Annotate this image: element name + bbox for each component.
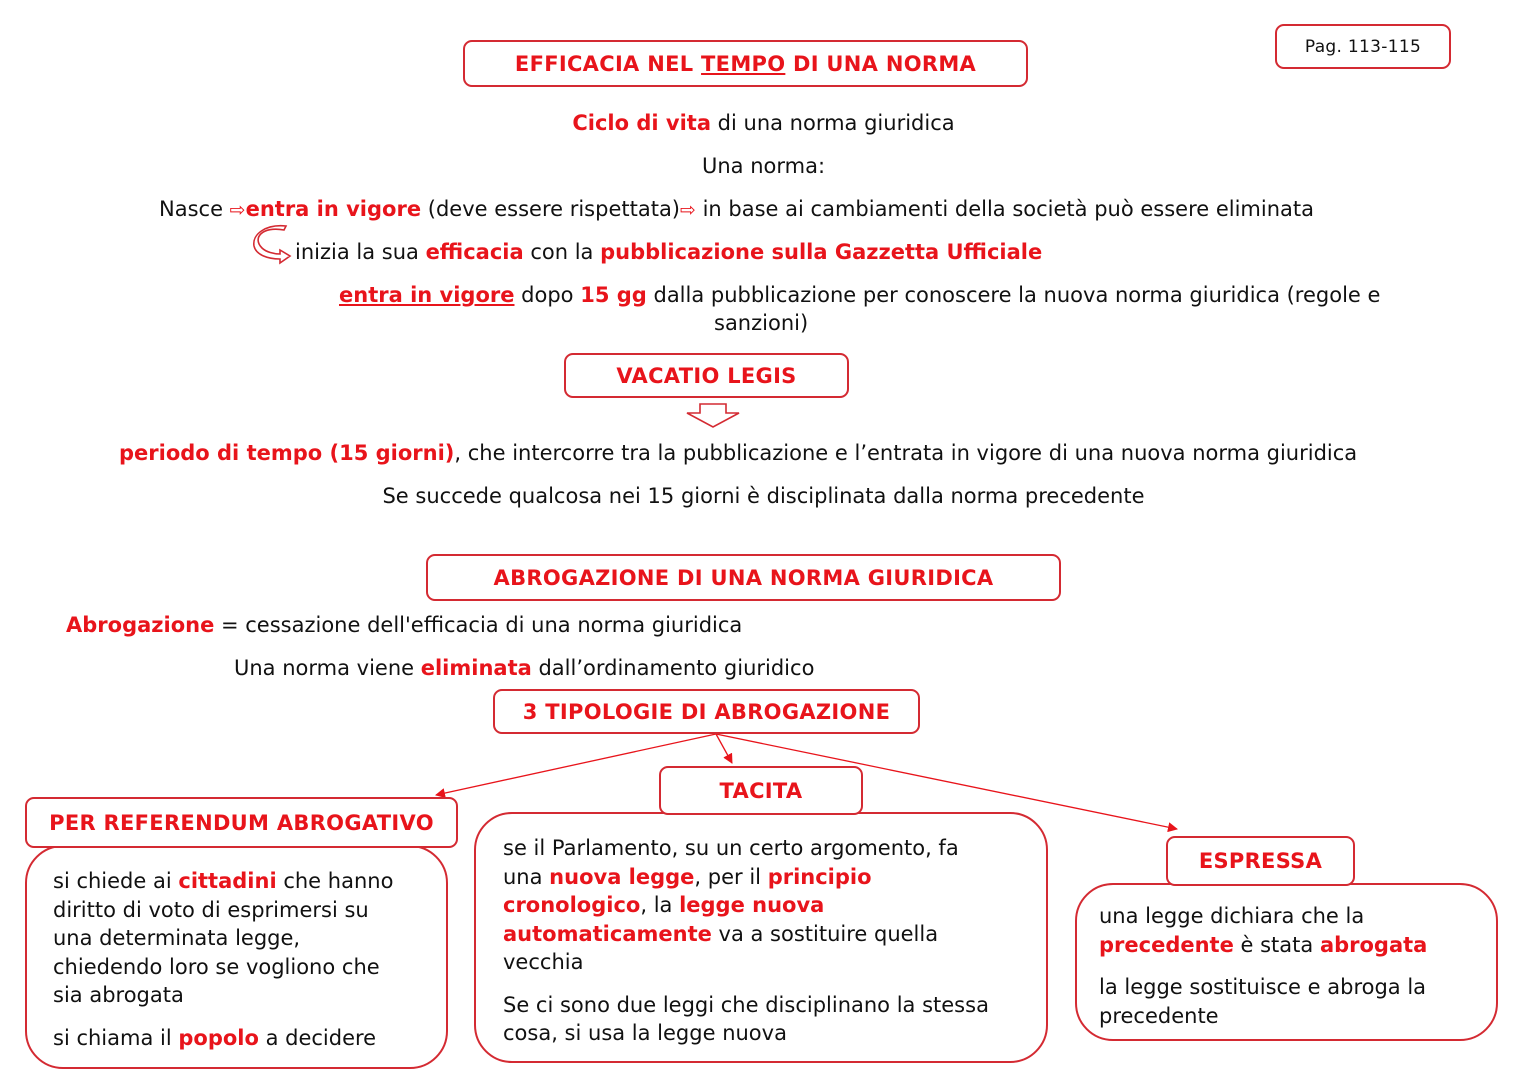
elim-pre: Una norma viene [234,656,421,680]
title-post: DI UNA NORMA [785,51,977,76]
tipologie-title: 3 TIPOLOGIE DI ABROGAZIONE [522,699,891,724]
espressa-title: ESPRESSA [1198,849,1323,873]
espressa-title-box [1166,836,1355,886]
abrogazione-bold: Abrogazione [66,613,215,637]
ref-p2-pre: si chiama il [53,1025,179,1050]
tacita-l1: se il Parlamento, su un certo argomento, fa [503,836,959,860]
elim-post: dall’ordinamento giuridico [531,656,815,680]
eliminata-line [234,655,814,681]
ref-l4: chiedendo loro se vogliono che [53,954,380,979]
tacita-l2-mid: , per il [694,864,768,889]
referendum-paragraph-2 [53,1024,446,1053]
abrogazione-title: ABROGAZIONE DI UNA NORMA GIURIDICA [493,565,994,590]
tacita-title-box [659,766,863,815]
abrogazione-definition [66,612,742,638]
entra-in-vigore-underlined: entra in vigore [339,283,515,307]
espressa-p2-l1: la legge sostituisce e abroga la [1099,975,1427,999]
precedente-bold: precedente [1099,932,1234,957]
tacita-paragraph-1 [503,834,1046,977]
vigore-rest: dalla pubblicazione per conoscere la nuova norma giuridica (regole e [646,283,1381,307]
tacita-l5: vecchia [503,950,584,974]
section-title-efficacia [463,40,1028,87]
tacita-l4-post: va a sostituire quella [711,921,939,946]
referendum-title: PER REFERENDUM ABROGATIVO [49,810,434,835]
abrogata-bold: abrogata [1319,932,1428,957]
eliminata-bold: eliminata [420,656,532,680]
right-arrow-icon: ⇨ [680,199,696,221]
espressa-l2-mid: è stata [1233,932,1320,957]
referendum-paragraph-1 [53,867,446,1010]
ref-l5: sia abrogata [53,983,184,1007]
vigore-mid: dopo [514,283,581,307]
curved-arrow-icon [254,226,290,263]
efficacia-pre: inizia la sua [295,240,426,264]
definition-rest: = cessazione dell'efficacia di una norma giuridica [214,613,743,637]
una-norma-label [0,153,1527,179]
lifecycle-line [159,196,1314,223]
referendum-body [25,845,448,1069]
efficacia-mid: con la [523,240,601,264]
una-norma-text: Una norma: [701,154,826,178]
periodo-line [119,440,1357,466]
page-reference-text: Pag. 113-115 [1304,36,1422,57]
vacatio-legis-box [564,353,849,398]
tacita-body [474,812,1048,1063]
principio-bold: principio [767,864,872,889]
automaticamente-bold: automaticamente [503,921,712,946]
vigore-line-2 [714,310,808,336]
title-underlined: TEMPO [701,51,786,76]
gazzetta-bold: pubblicazione sulla Gazzetta Ufficiale [600,240,1043,264]
nuova-legge-bold: nuova legge [549,864,695,889]
ref-p2-post: a decidere [258,1025,377,1050]
15-gg-bold: 15 gg [580,283,647,307]
periodo-bold: periodo di tempo (15 giorni) [119,441,455,465]
espressa-l1: una legge dichiara che la [1099,904,1365,928]
connector-to-tacita [716,734,732,763]
cronologico-bold: cronologico [503,893,641,917]
section-title-abrogazione [426,554,1061,601]
down-arrow-icon [687,404,739,427]
efficacia-bold: efficacia [425,240,524,264]
tacita-p2-l1: Se ci sono due leggi che disciplinano la stessa [503,992,989,1017]
ciclo-rest: di una norma giuridica [711,111,955,135]
tacita-l2-pre: una [503,864,550,889]
efficacia-line [295,239,1042,265]
cittadini-bold: cittadini [178,869,277,893]
espressa-p2-l2: precedente [1099,1003,1219,1028]
tacita-p2-l2: cosa, si usa la legge nuova [503,1021,787,1045]
popolo-bold: popolo [178,1025,259,1050]
sanzioni-text: sanzioni) [714,311,809,335]
tipologie-box [493,689,920,734]
vigore-line [339,282,1380,308]
tacita-title: TACITA [719,778,803,803]
ref-p1-pre: si chiede ai [53,869,179,893]
eliminata-text: in base ai cambiamenti della società può essere eliminata [695,197,1315,221]
espressa-body [1075,883,1498,1041]
ciclo-bold: Ciclo di vita [572,111,711,135]
legge-nuova-bold: legge nuova [679,893,825,917]
right-arrow-icon: ⇨ [229,199,246,221]
title-pre: EFFICACIA NEL [514,51,702,76]
espressa-paragraph-1 [1099,902,1496,959]
succede-text: Se succede qualcosa nei 15 giorni è disciplinata dalla norma precedente [382,484,1145,508]
tacita-l3-mid: , la [640,893,680,917]
ciclo-di-vita-line [0,110,1527,136]
page-reference [1275,24,1451,69]
nasce-text: Nasce [159,197,230,221]
vacatio-legis-title: VACATIO LEGIS [616,363,797,388]
succede-line [0,483,1527,509]
tacita-paragraph-2 [503,991,1046,1048]
ref-l2: diritto di voto di esprimersi su [53,897,369,922]
entra-in-vigore-bold: entra in vigore [245,197,422,221]
ref-l3: una determinata legge, [53,926,301,950]
espressa-paragraph-2 [1099,973,1496,1030]
referendum-title-box [25,797,458,848]
ref-p1-post: che hanno [276,869,394,893]
deve-essere-text: (deve essere rispettata) [421,197,680,221]
periodo-rest: , che intercorre tra la pubblicazione e l’entrata in vigore di una nuova norma giuridica [454,441,1358,465]
